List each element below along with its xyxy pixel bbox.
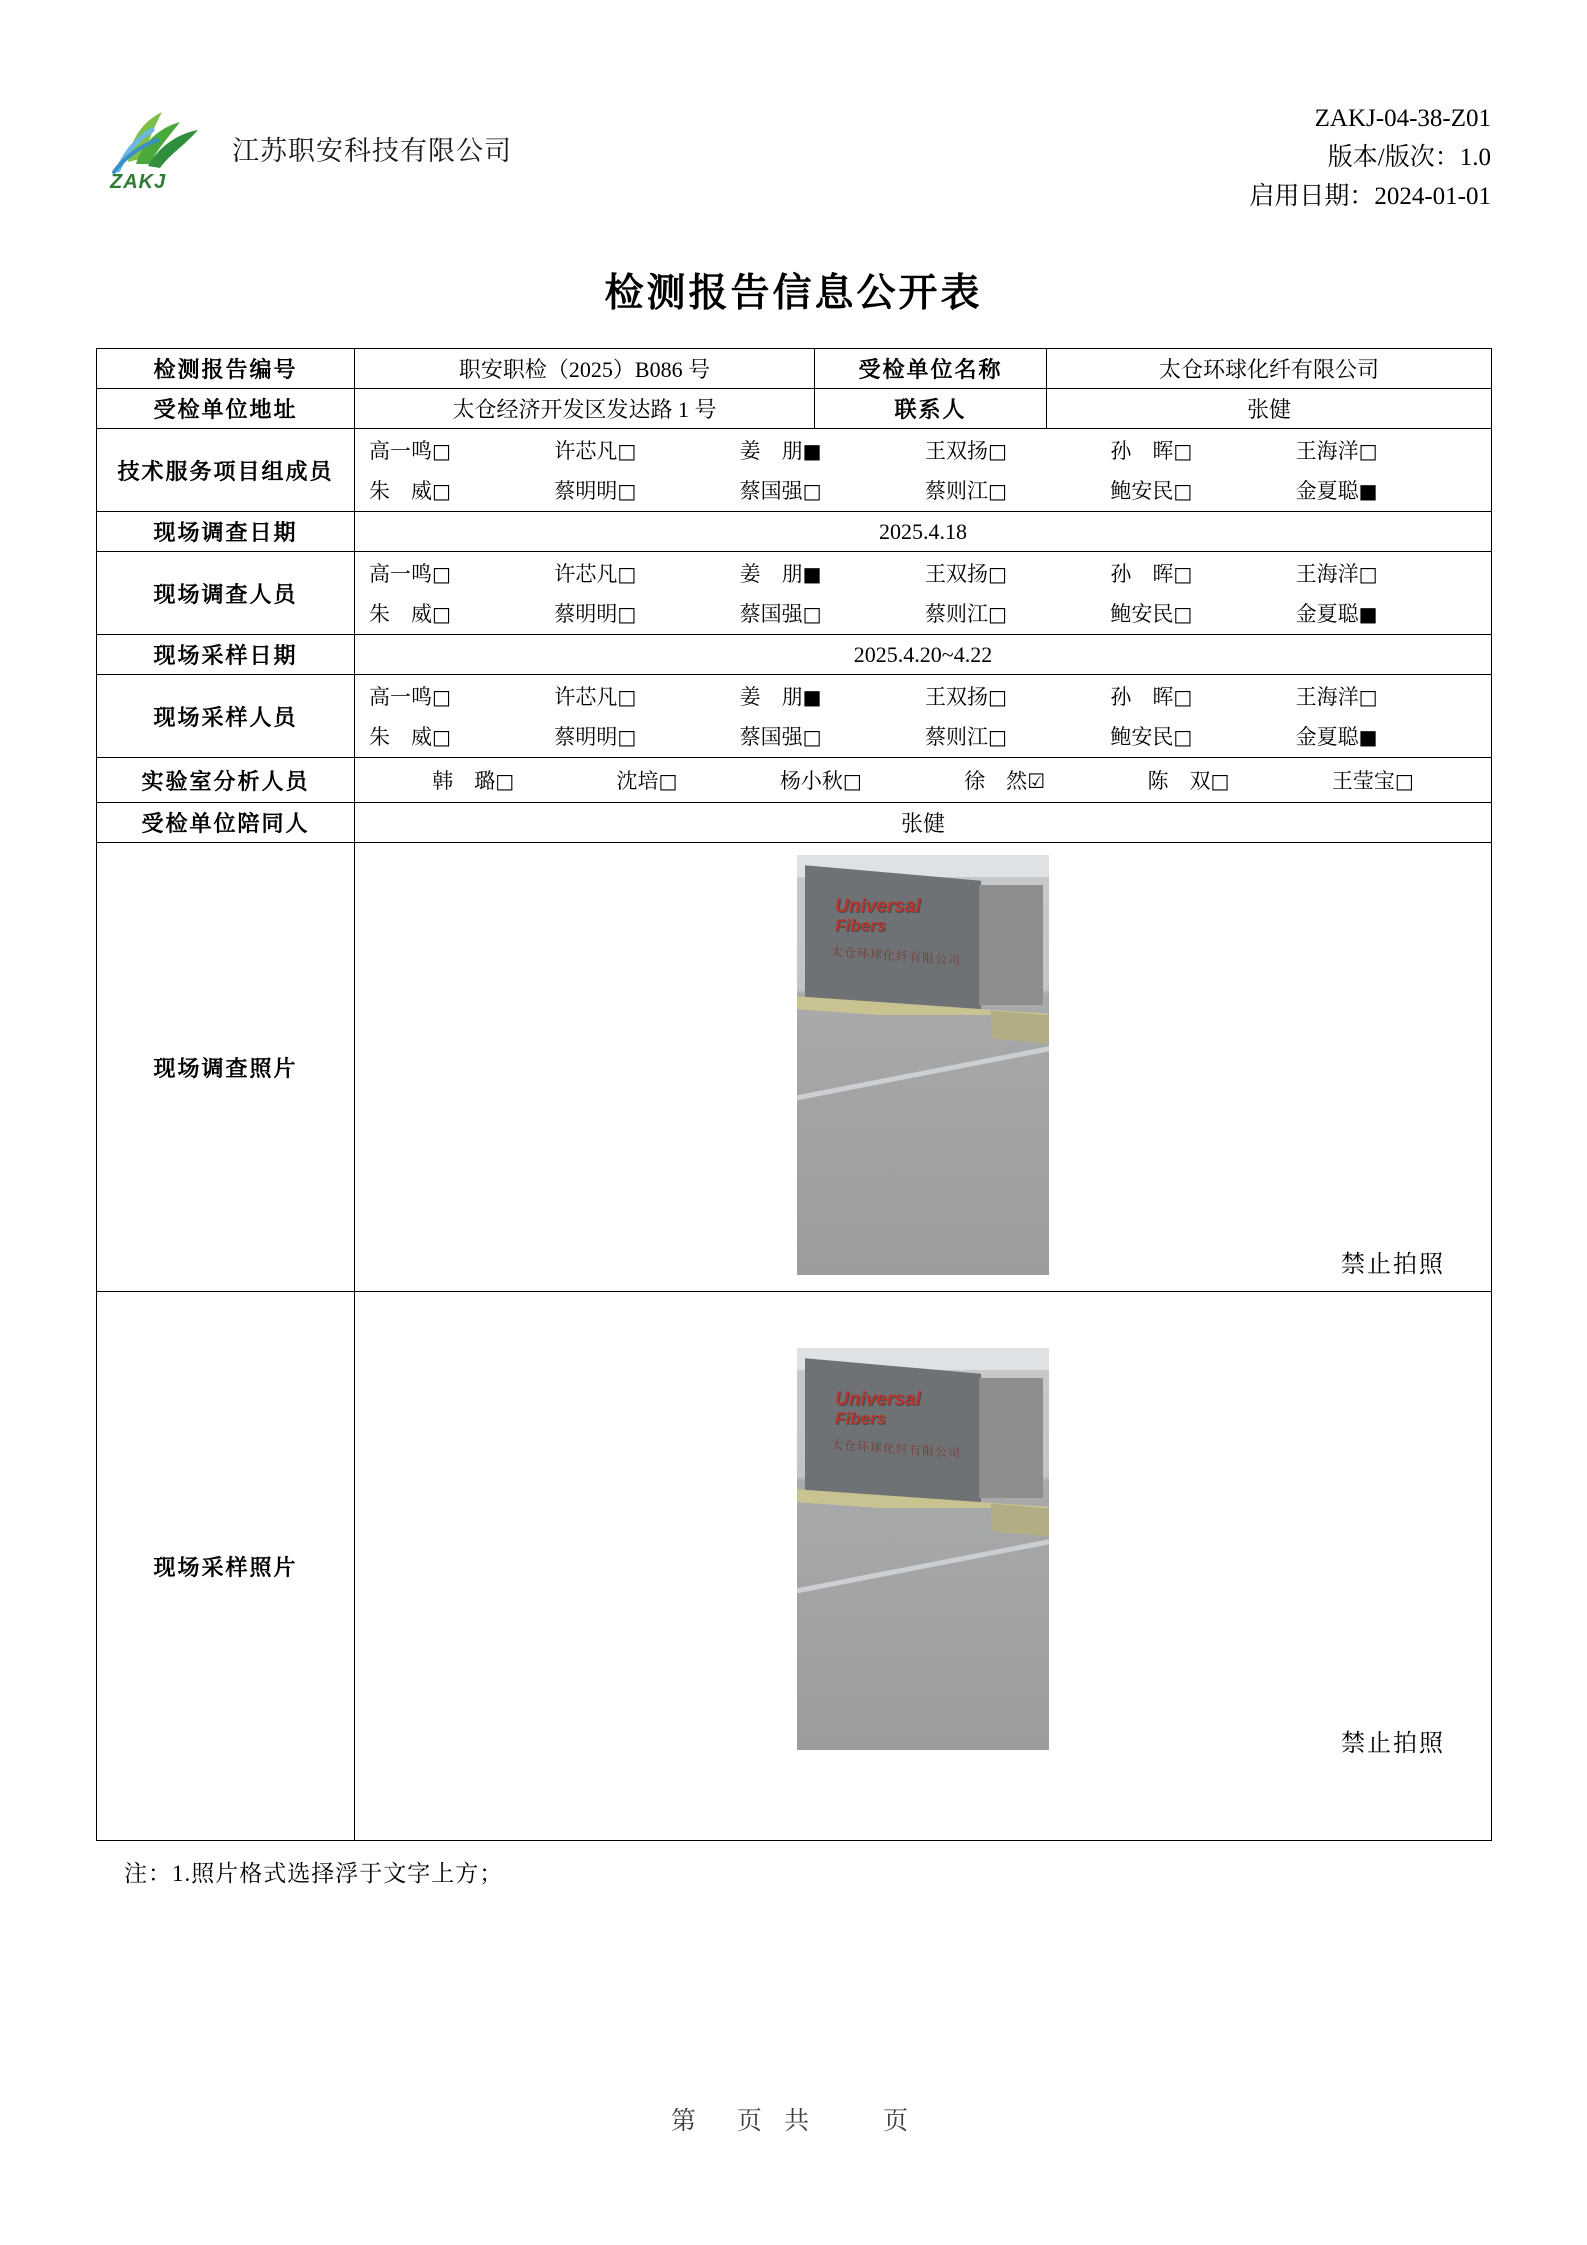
checkbox-item[interactable]: [554, 681, 739, 711]
checkbox-icon[interactable]: □: [617, 479, 637, 503]
checkbox-item[interactable]: [1296, 558, 1481, 588]
checkbox-icon[interactable]: ■: [802, 685, 822, 709]
checkbox-icon[interactable]: □: [495, 769, 515, 793]
checkbox-item[interactable]: [1296, 681, 1481, 711]
label-contact: 联系人: [815, 389, 1047, 429]
value-report-no: 职安职检（2025）B086 号: [355, 349, 815, 389]
checkbox-item[interactable]: [369, 721, 554, 751]
checkbox-icon[interactable]: □: [617, 562, 637, 586]
checkbox-label: 王莹宝: [1331, 769, 1395, 793]
table-row: [97, 635, 1492, 675]
checkbox-icon[interactable]: □: [1358, 439, 1378, 463]
label-survey-photo: 现场调查照片: [97, 843, 355, 1292]
checkbox-icon[interactable]: □: [802, 479, 822, 503]
checkbox-item[interactable]: [740, 558, 925, 588]
table-row: [97, 349, 1492, 389]
checkbox-label: 姜 朋: [739, 439, 803, 463]
company-logo: [96, 100, 214, 196]
checkbox-icon[interactable]: □: [1358, 685, 1378, 709]
checkbox-item[interactable]: [554, 558, 739, 588]
logo-wordmark: ZAKJ: [110, 171, 167, 193]
checkbox-item[interactable]: [925, 681, 1110, 711]
checkbox-icon[interactable]: □: [1210, 769, 1230, 793]
checkbox-label: 朱 威: [369, 602, 432, 626]
checkbox-icon[interactable]: □: [1173, 562, 1193, 586]
checkbox-icon[interactable]: ☑: [1027, 769, 1046, 793]
table-row: [97, 389, 1492, 429]
table-row: [97, 1292, 1492, 1841]
checkbox-item[interactable]: [554, 721, 739, 751]
checkbox-item[interactable]: [369, 475, 554, 505]
checkbox-label: 高一鸣: [369, 439, 432, 463]
checkbox-label: 鲍安民: [1110, 602, 1174, 626]
checkbox-label: 高一鸣: [369, 562, 432, 586]
checkbox-icon[interactable]: ■: [1358, 602, 1378, 626]
checkbox-label: 高一鸣: [369, 685, 432, 709]
checkbox-icon[interactable]: □: [987, 562, 1007, 586]
checkbox-label: 陈 双: [1147, 769, 1211, 793]
header-left: [96, 100, 512, 196]
checkbox-label: 王双扬: [924, 439, 988, 463]
doc-code: ZAKJ-04-38-Z01: [1314, 105, 1491, 132]
checkbox-item[interactable]: [369, 681, 554, 711]
table-row: [97, 675, 1492, 758]
checkbox-item[interactable]: [925, 598, 1110, 628]
checkbox-label: 金夏聪: [1295, 602, 1359, 626]
checkbox-label: 王海洋: [1295, 562, 1359, 586]
checkbox-icon[interactable]: □: [802, 602, 822, 626]
table-row: [97, 552, 1492, 635]
value-accompanier: 张健: [355, 803, 1492, 843]
label-sampling-photo: 现场采样照片: [97, 1292, 355, 1841]
checkbox-item[interactable]: [1296, 475, 1481, 505]
checkbox-item[interactable]: [554, 475, 739, 505]
checkbox-item[interactable]: [1110, 435, 1295, 465]
label-survey-staff: 现场调查人员: [97, 552, 355, 635]
page-footer: 第 页 共 页: [670, 2108, 917, 2135]
checkbox-item[interactable]: [1332, 765, 1414, 795]
sampling-photo-cell: [355, 1292, 1492, 1841]
checkbox-item[interactable]: [1110, 598, 1295, 628]
checkbox-icon[interactable]: □: [1173, 439, 1193, 463]
sampling-photo-watermark: 禁止拍照: [1341, 1731, 1445, 1757]
checkbox-label: 姜 朋: [739, 562, 803, 586]
checkbox-icon[interactable]: □: [1173, 685, 1193, 709]
checkbox-item[interactable]: [617, 765, 678, 795]
checkbox-label: 蔡明明: [554, 602, 618, 626]
checkbox-label: 王双扬: [924, 562, 988, 586]
checkbox-icon[interactable]: □: [987, 479, 1007, 503]
photo-sign-chinese: 太仓环球化纤有限公司: [831, 1437, 962, 1461]
survey-photo-cell: [355, 843, 1492, 1292]
checkbox-icon[interactable]: □: [1173, 479, 1193, 503]
checkbox-item[interactable]: [740, 681, 925, 711]
label-team-members: 技术服务项目组成员: [97, 429, 355, 512]
sampling-site-photo: [797, 1348, 1049, 1750]
value-survey-staff: [355, 552, 1492, 635]
checkbox-item[interactable]: [740, 598, 925, 628]
checkbox-label: 蔡则江: [924, 602, 988, 626]
checkbox-label: 金夏聪: [1295, 725, 1359, 749]
checkbox-icon[interactable]: □: [432, 562, 451, 586]
leaf-logo-icon: [96, 100, 214, 178]
checkbox-item[interactable]: [369, 558, 554, 588]
company-name: 江苏职安科技有限公司: [232, 135, 512, 166]
report-info-table: [96, 348, 1492, 1841]
survey-site-photo: [797, 855, 1049, 1275]
checkbox-item[interactable]: [780, 765, 862, 795]
checkbox-label: 许芯凡: [554, 562, 618, 586]
checkbox-label: 杨小秋: [779, 769, 843, 793]
table-row: [97, 843, 1492, 1292]
checkbox-item[interactable]: [369, 435, 554, 465]
checkbox-item[interactable]: [925, 435, 1110, 465]
survey-photo-watermark: 禁止拍照: [1341, 1252, 1445, 1278]
checkbox-icon[interactable]: □: [617, 685, 637, 709]
checkbox-item[interactable]: [1296, 598, 1481, 628]
checkbox-label: 徐 然: [964, 769, 1028, 793]
checkbox-label: 蔡则江: [924, 479, 988, 503]
checkbox-item[interactable]: [925, 475, 1110, 505]
checkbox-item[interactable]: [740, 721, 925, 751]
page-title: 检测报告信息公开表: [604, 272, 983, 315]
checkbox-item[interactable]: [1110, 721, 1295, 751]
checkbox-item[interactable]: [1148, 765, 1230, 795]
checkbox-item[interactable]: [925, 558, 1110, 588]
checkbox-label: 许芯凡: [554, 439, 618, 463]
checkbox-item[interactable]: [1296, 435, 1481, 465]
checkbox-label: 鲍安民: [1110, 479, 1174, 503]
checkbox-label: 孙 晖: [1110, 562, 1174, 586]
checkbox-icon[interactable]: □: [658, 769, 678, 793]
page-header: [96, 0, 1491, 220]
checkbox-item[interactable]: [1110, 475, 1295, 505]
table-row: [97, 429, 1492, 512]
checkbox-item[interactable]: [964, 765, 1045, 795]
checkbox-label: 蔡国强: [739, 725, 803, 749]
team-members-list: [355, 429, 1491, 511]
checkbox-label: 蔡明明: [554, 479, 618, 503]
value-sampling-staff: [355, 675, 1492, 758]
checkbox-icon[interactable]: □: [987, 685, 1007, 709]
checkbox-icon[interactable]: ■: [802, 439, 822, 463]
value-lab-analysts: [355, 758, 1492, 803]
checkbox-item[interactable]: [740, 475, 925, 505]
checkbox-label: 王双扬: [924, 685, 988, 709]
photo-sign-chinese: 太仓环球化纤有限公司: [831, 944, 962, 968]
checkbox-icon[interactable]: ■: [1358, 479, 1378, 503]
label-sampling-date: 现场采样日期: [97, 635, 355, 675]
label-report-no: 检测报告编号: [97, 349, 355, 389]
value-survey-date: 2025.4.18: [355, 512, 1492, 552]
doc-version: 版本/版次：1.0: [1327, 143, 1491, 171]
checkbox-icon[interactable]: □: [432, 479, 451, 503]
checkbox-icon[interactable]: □: [987, 439, 1007, 463]
footnote: 注：1.照片格式选择浮于文字上方；: [124, 1861, 504, 1886]
value-contact: 张健: [1047, 389, 1492, 429]
checkbox-icon[interactable]: □: [1173, 725, 1193, 749]
label-lab-analysts: 实验室分析人员: [97, 758, 355, 803]
checkbox-item[interactable]: [369, 598, 554, 628]
checkbox-icon[interactable]: □: [617, 439, 637, 463]
checkbox-label: 沈培: [616, 769, 659, 793]
checkbox-item[interactable]: [925, 721, 1110, 751]
checkbox-icon[interactable]: □: [987, 602, 1007, 626]
checkbox-item[interactable]: [1110, 558, 1295, 588]
checkbox-label: 孙 晖: [1110, 439, 1174, 463]
checkbox-item[interactable]: [554, 598, 739, 628]
checkbox-icon[interactable]: □: [842, 769, 862, 793]
checkbox-icon[interactable]: □: [1358, 562, 1378, 586]
value-client-address: 太仓经济开发区发达路 1 号: [355, 389, 815, 429]
label-survey-date: 现场调查日期: [97, 512, 355, 552]
checkbox-label: 王海洋: [1295, 439, 1359, 463]
checkbox-icon[interactable]: □: [802, 725, 822, 749]
survey-staff-list: [355, 552, 1491, 634]
doc-effective-date: 启用日期：2024-01-01: [1249, 182, 1491, 210]
checkbox-label: 朱 威: [369, 479, 432, 503]
checkbox-label: 姜 朋: [739, 685, 803, 709]
photo-sign-brand: Universal Fibers: [835, 1389, 921, 1428]
value-sampling-date: 2025.4.20~4.22: [355, 635, 1492, 675]
checkbox-label: 王海洋: [1295, 685, 1359, 709]
checkbox-label: 蔡则江: [924, 725, 988, 749]
table-row: [97, 512, 1492, 552]
checkbox-item[interactable]: [740, 435, 925, 465]
checkbox-icon[interactable]: □: [1394, 769, 1414, 793]
checkbox-item[interactable]: [1110, 681, 1295, 711]
checkbox-item[interactable]: [1296, 721, 1481, 751]
checkbox-item[interactable]: [432, 765, 514, 795]
lab-analysts-list: [355, 758, 1491, 802]
checkbox-label: 韩 璐: [432, 769, 496, 793]
label-client-address: 受检单位地址: [97, 389, 355, 429]
checkbox-label: 孙 晖: [1110, 685, 1174, 709]
checkbox-label: 蔡明明: [554, 725, 618, 749]
checkbox-icon[interactable]: □: [432, 602, 451, 626]
checkbox-label: 朱 威: [369, 725, 432, 749]
checkbox-icon[interactable]: ■: [802, 562, 822, 586]
checkbox-label: 许芯凡: [554, 685, 618, 709]
photo-sign-brand: Universal Fibers: [835, 896, 921, 935]
checkbox-icon[interactable]: ■: [1358, 725, 1378, 749]
checkbox-item[interactable]: [554, 435, 739, 465]
header-right: [1249, 100, 1491, 216]
checkbox-icon[interactable]: □: [432, 685, 451, 709]
checkbox-icon[interactable]: □: [617, 725, 637, 749]
label-sampling-staff: 现场采样人员: [97, 675, 355, 758]
checkbox-icon[interactable]: □: [1173, 602, 1193, 626]
label-accompanier: 受检单位陪同人: [97, 803, 355, 843]
checkbox-icon[interactable]: □: [617, 602, 637, 626]
checkbox-icon[interactable]: □: [432, 725, 451, 749]
checkbox-label: 蔡国强: [739, 602, 803, 626]
value-team-members: [355, 429, 1492, 512]
table-row: [97, 758, 1492, 803]
table-row: [97, 803, 1492, 843]
checkbox-label: 鲍安民: [1110, 725, 1174, 749]
checkbox-label: 金夏聪: [1295, 479, 1359, 503]
sampling-staff-list: [355, 675, 1491, 757]
checkbox-icon[interactable]: □: [987, 725, 1007, 749]
value-client-name: 太仓环球化纤有限公司: [1047, 349, 1492, 389]
checkbox-icon[interactable]: □: [432, 439, 451, 463]
label-client-name: 受检单位名称: [815, 349, 1047, 389]
checkbox-label: 蔡国强: [739, 479, 803, 503]
